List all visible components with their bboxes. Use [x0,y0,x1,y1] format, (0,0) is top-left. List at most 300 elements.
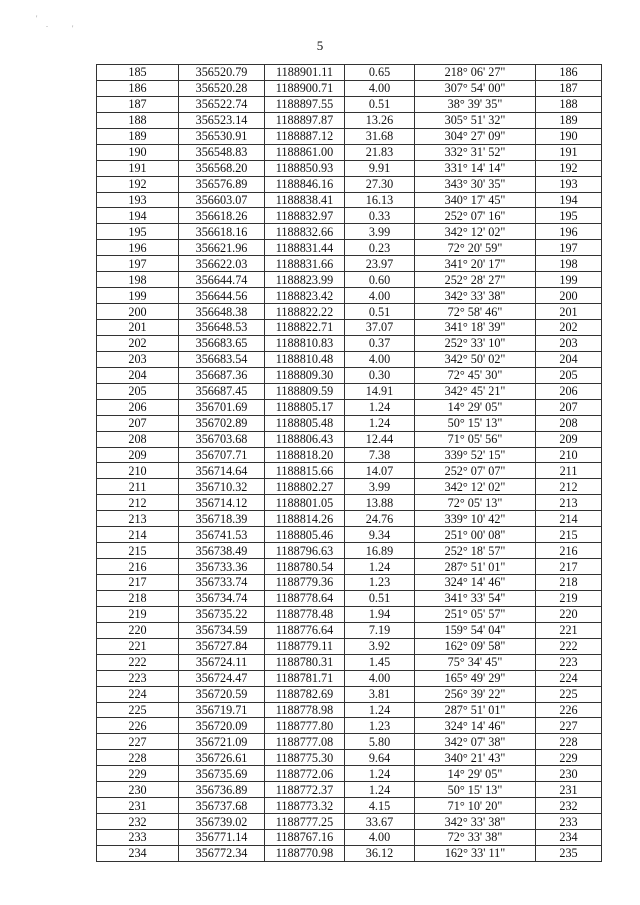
bearing-cell: 339° 52' 15" [415,447,536,463]
y-coordinate-cell: 1188809.59 [265,383,345,399]
y-coordinate-cell: 1188775.30 [265,750,345,766]
point-from-cell: 199 [97,288,179,304]
y-coordinate-cell: 1188779.11 [265,638,345,654]
point-to-cell: 201 [536,304,602,320]
distance-cell: 7.38 [345,447,415,463]
distance-cell: 37.07 [345,320,415,336]
x-coordinate-cell: 356522.74 [179,96,265,112]
bearing-cell: 50° 15' 13" [415,415,536,431]
point-from-cell: 194 [97,208,179,224]
bearing-cell: 251° 05' 57" [415,606,536,622]
x-coordinate-cell: 356771.14 [179,830,265,846]
bearing-cell: 340° 17' 45" [415,192,536,208]
table-row [97,320,602,336]
x-coordinate-cell: 356618.16 [179,224,265,240]
table-row [97,272,602,288]
table-row [97,208,602,224]
point-to-cell: 209 [536,431,602,447]
distance-cell: 9.34 [345,527,415,543]
point-to-cell: 191 [536,144,602,160]
x-coordinate-cell: 356687.36 [179,367,265,383]
bearing-cell: 72° 05' 13" [415,495,536,511]
table-row [97,144,602,160]
point-from-cell: 233 [97,830,179,846]
point-from-cell: 193 [97,192,179,208]
y-coordinate-cell: 1188805.17 [265,399,345,415]
point-from-cell: 232 [97,814,179,830]
y-coordinate-cell: 1188781.71 [265,670,345,686]
y-coordinate-cell: 1188901.11 [265,65,345,81]
point-from-cell: 205 [97,383,179,399]
distance-cell: 33.67 [345,814,415,830]
table-row [97,80,602,96]
table-row [97,845,602,861]
distance-cell: 1.24 [345,782,415,798]
table-row [97,638,602,654]
point-from-cell: 215 [97,543,179,559]
x-coordinate-cell: 356687.45 [179,383,265,399]
x-coordinate-cell: 356724.47 [179,670,265,686]
table-row [97,399,602,415]
table-row [97,224,602,240]
bearing-cell: 304° 27' 09" [415,128,536,144]
y-coordinate-cell: 1188810.83 [265,335,345,351]
x-coordinate-cell: 356523.14 [179,112,265,128]
point-from-cell: 234 [97,845,179,861]
distance-cell: 36.12 [345,845,415,861]
point-from-cell: 212 [97,495,179,511]
point-from-cell: 190 [97,144,179,160]
table-row [97,65,602,81]
x-coordinate-cell: 356739.02 [179,814,265,830]
x-coordinate-cell: 356648.38 [179,304,265,320]
table-row [97,590,602,606]
point-from-cell: 196 [97,240,179,256]
distance-cell: 4.00 [345,351,415,367]
bearing-cell: 218° 06' 27" [415,65,536,81]
x-coordinate-cell: 356683.54 [179,351,265,367]
point-from-cell: 217 [97,575,179,591]
x-coordinate-cell: 356648.53 [179,320,265,336]
bearing-cell: 305° 51' 32" [415,112,536,128]
point-from-cell: 197 [97,256,179,272]
y-coordinate-cell: 1188778.48 [265,606,345,622]
distance-cell: 0.23 [345,240,415,256]
point-to-cell: 205 [536,367,602,383]
distance-cell: 14.91 [345,383,415,399]
bearing-cell: 287° 51' 01" [415,702,536,718]
point-from-cell: 221 [97,638,179,654]
x-coordinate-cell: 356720.09 [179,718,265,734]
table-row [97,463,602,479]
distance-cell: 4.00 [345,670,415,686]
point-from-cell: 218 [97,590,179,606]
point-to-cell: 226 [536,702,602,718]
table-row [97,686,602,702]
distance-cell: 0.30 [345,367,415,383]
distance-cell: 21.83 [345,144,415,160]
y-coordinate-cell: 1188780.31 [265,654,345,670]
point-to-cell: 204 [536,351,602,367]
point-to-cell: 220 [536,606,602,622]
point-from-cell: 219 [97,606,179,622]
point-to-cell: 224 [536,670,602,686]
table-row [97,606,602,622]
point-from-cell: 210 [97,463,179,479]
bearing-cell: 75° 34' 45" [415,654,536,670]
distance-cell: 0.51 [345,96,415,112]
point-to-cell: 187 [536,80,602,96]
y-coordinate-cell: 1188802.27 [265,479,345,495]
bearing-cell: 342° 12' 02" [415,479,536,495]
point-from-cell: 186 [97,80,179,96]
point-to-cell: 210 [536,447,602,463]
point-to-cell: 188 [536,96,602,112]
x-coordinate-cell: 356726.61 [179,750,265,766]
point-from-cell: 229 [97,766,179,782]
point-to-cell: 235 [536,845,602,861]
bearing-cell: 341° 20' 17" [415,256,536,272]
x-coordinate-cell: 356718.39 [179,511,265,527]
x-coordinate-cell: 356520.79 [179,65,265,81]
distance-cell: 1.24 [345,415,415,431]
point-to-cell: 186 [536,65,602,81]
x-coordinate-cell: 356618.26 [179,208,265,224]
distance-cell: 1.45 [345,654,415,670]
distance-cell: 16.13 [345,192,415,208]
y-coordinate-cell: 1188815.66 [265,463,345,479]
table-row [97,670,602,686]
y-coordinate-cell: 1188838.41 [265,192,345,208]
point-from-cell: 228 [97,750,179,766]
point-to-cell: 231 [536,782,602,798]
table-row [97,718,602,734]
table-row [97,814,602,830]
table-row [97,447,602,463]
x-coordinate-cell: 356735.69 [179,766,265,782]
distance-cell: 3.92 [345,638,415,654]
point-to-cell: 196 [536,224,602,240]
y-coordinate-cell: 1188777.08 [265,734,345,750]
y-coordinate-cell: 1188801.05 [265,495,345,511]
distance-cell: 3.99 [345,224,415,240]
x-coordinate-cell: 356736.89 [179,782,265,798]
y-coordinate-cell: 1188897.55 [265,96,345,112]
bearing-cell: 252° 33' 10" [415,335,536,351]
x-coordinate-cell: 356721.09 [179,734,265,750]
point-from-cell: 209 [97,447,179,463]
x-coordinate-cell: 356621.96 [179,240,265,256]
table-row [97,96,602,112]
bearing-cell: 252° 18' 57" [415,543,536,559]
point-to-cell: 234 [536,830,602,846]
distance-cell: 4.00 [345,288,415,304]
bearing-cell: 342° 50' 02" [415,351,536,367]
point-from-cell: 226 [97,718,179,734]
bearing-cell: 331° 14' 14" [415,160,536,176]
x-coordinate-cell: 356714.12 [179,495,265,511]
x-coordinate-cell: 356735.22 [179,606,265,622]
point-from-cell: 216 [97,559,179,575]
x-coordinate-cell: 356710.32 [179,479,265,495]
distance-cell: 14.07 [345,463,415,479]
point-from-cell: 187 [97,96,179,112]
point-to-cell: 221 [536,622,602,638]
distance-cell: 13.26 [345,112,415,128]
point-to-cell: 190 [536,128,602,144]
distance-cell: 9.64 [345,750,415,766]
table-row [97,176,602,192]
x-coordinate-cell: 356734.59 [179,622,265,638]
bearing-cell: 324° 14' 46" [415,718,536,734]
y-coordinate-cell: 1188823.99 [265,272,345,288]
stray-mark: ' [72,24,74,33]
table-row [97,479,602,495]
distance-cell: 23.97 [345,256,415,272]
point-to-cell: 233 [536,814,602,830]
x-coordinate-cell: 356741.53 [179,527,265,543]
point-from-cell: 185 [97,65,179,81]
point-from-cell: 220 [97,622,179,638]
bearing-cell: 341° 18' 39" [415,320,536,336]
bearing-cell: 159° 54' 04" [415,622,536,638]
bearing-cell: 324° 14' 46" [415,575,536,591]
point-to-cell: 197 [536,240,602,256]
point-to-cell: 215 [536,527,602,543]
y-coordinate-cell: 1188772.06 [265,766,345,782]
y-coordinate-cell: 1188770.98 [265,845,345,861]
bearing-cell: 332° 31' 52" [415,144,536,160]
y-coordinate-cell: 1188776.64 [265,622,345,638]
x-coordinate-cell: 356603.07 [179,192,265,208]
point-to-cell: 230 [536,766,602,782]
point-from-cell: 222 [97,654,179,670]
table-row [97,575,602,591]
bearing-cell: 251° 00' 08" [415,527,536,543]
y-coordinate-cell: 1188900.71 [265,80,345,96]
x-coordinate-cell: 356733.74 [179,575,265,591]
point-to-cell: 219 [536,590,602,606]
distance-cell: 3.99 [345,479,415,495]
y-coordinate-cell: 1188805.48 [265,415,345,431]
distance-cell: 27.30 [345,176,415,192]
point-to-cell: 203 [536,335,602,351]
bearing-cell: 162° 09' 58" [415,638,536,654]
y-coordinate-cell: 1188832.97 [265,208,345,224]
point-from-cell: 189 [97,128,179,144]
table-row [97,622,602,638]
point-to-cell: 228 [536,734,602,750]
point-from-cell: 231 [97,798,179,814]
y-coordinate-cell: 1188778.64 [265,590,345,606]
x-coordinate-cell: 356683.65 [179,335,265,351]
bearing-cell: 287° 51' 01" [415,559,536,575]
coordinates-table-body [97,65,602,862]
y-coordinate-cell: 1188805.46 [265,527,345,543]
y-coordinate-cell: 1188831.66 [265,256,345,272]
point-from-cell: 224 [97,686,179,702]
stray-mark: . [46,20,48,29]
point-from-cell: 191 [97,160,179,176]
point-to-cell: 193 [536,176,602,192]
x-coordinate-cell: 356714.64 [179,463,265,479]
bearing-cell: 72° 58' 46" [415,304,536,320]
bearing-cell: 71° 05' 56" [415,431,536,447]
point-to-cell: 212 [536,479,602,495]
distance-cell: 0.37 [345,335,415,351]
y-coordinate-cell: 1188809.30 [265,367,345,383]
bearing-cell: 342° 33' 38" [415,288,536,304]
bearing-cell: 342° 45' 21" [415,383,536,399]
point-from-cell: 192 [97,176,179,192]
distance-cell: 5.80 [345,734,415,750]
point-to-cell: 192 [536,160,602,176]
distance-cell: 3.81 [345,686,415,702]
table-row [97,798,602,814]
table-row [97,431,602,447]
bearing-cell: 252° 28' 27" [415,272,536,288]
table-row [97,559,602,575]
y-coordinate-cell: 1188822.22 [265,304,345,320]
table-row [97,782,602,798]
y-coordinate-cell: 1188773.32 [265,798,345,814]
distance-cell: 1.24 [345,399,415,415]
table-row [97,288,602,304]
y-coordinate-cell: 1188778.98 [265,702,345,718]
point-from-cell: 223 [97,670,179,686]
y-coordinate-cell: 1188779.36 [265,575,345,591]
point-to-cell: 223 [536,654,602,670]
y-coordinate-cell: 1188846.16 [265,176,345,192]
distance-cell: 0.51 [345,590,415,606]
point-from-cell: 208 [97,431,179,447]
bearing-cell: 341° 33' 54" [415,590,536,606]
point-to-cell: 211 [536,463,602,479]
distance-cell: 13.88 [345,495,415,511]
distance-cell: 1.24 [345,702,415,718]
bearing-cell: 343° 30' 35" [415,176,536,192]
stray-mark: ' [36,14,38,23]
point-to-cell: 218 [536,575,602,591]
y-coordinate-cell: 1188796.63 [265,543,345,559]
bearing-cell: 307° 54' 00" [415,80,536,96]
point-from-cell: 213 [97,511,179,527]
x-coordinate-cell: 356530.91 [179,128,265,144]
table-row [97,192,602,208]
distance-cell: 9.91 [345,160,415,176]
distance-cell: 4.00 [345,80,415,96]
table-row [97,304,602,320]
table-row [97,527,602,543]
bearing-cell: 165° 49' 29" [415,670,536,686]
point-from-cell: 225 [97,702,179,718]
x-coordinate-cell: 356644.74 [179,272,265,288]
y-coordinate-cell: 1188897.87 [265,112,345,128]
bearing-cell: 14° 29' 05" [415,399,536,415]
distance-cell: 24.76 [345,511,415,527]
distance-cell: 1.23 [345,575,415,591]
table-row [97,543,602,559]
point-from-cell: 200 [97,304,179,320]
y-coordinate-cell: 1188767.16 [265,830,345,846]
point-from-cell: 230 [97,782,179,798]
bearing-cell: 72° 45' 30" [415,367,536,383]
point-to-cell: 200 [536,288,602,304]
table-row [97,654,602,670]
distance-cell: 16.89 [345,543,415,559]
point-to-cell: 195 [536,208,602,224]
y-coordinate-cell: 1188806.43 [265,431,345,447]
bearing-cell: 342° 07' 38" [415,734,536,750]
y-coordinate-cell: 1188780.54 [265,559,345,575]
y-coordinate-cell: 1188850.93 [265,160,345,176]
table-row [97,112,602,128]
table-row [97,511,602,527]
x-coordinate-cell: 356737.68 [179,798,265,814]
x-coordinate-cell: 356703.68 [179,431,265,447]
y-coordinate-cell: 1188814.26 [265,511,345,527]
table-row [97,367,602,383]
x-coordinate-cell: 356734.74 [179,590,265,606]
table-row [97,160,602,176]
bearing-cell: 72° 33' 38" [415,830,536,846]
x-coordinate-cell: 356727.84 [179,638,265,654]
bearing-cell: 38° 39' 35" [415,96,536,112]
point-from-cell: 214 [97,527,179,543]
distance-cell: 7.19 [345,622,415,638]
distance-cell: 1.94 [345,606,415,622]
table-row [97,128,602,144]
distance-cell: 12.44 [345,431,415,447]
point-from-cell: 198 [97,272,179,288]
distance-cell: 31.68 [345,128,415,144]
table-row [97,256,602,272]
distance-cell: 0.65 [345,65,415,81]
y-coordinate-cell: 1188861.00 [265,144,345,160]
table-row [97,750,602,766]
table-row [97,766,602,782]
point-to-cell: 202 [536,320,602,336]
point-to-cell: 214 [536,511,602,527]
y-coordinate-cell: 1188777.80 [265,718,345,734]
bearing-cell: 50° 15' 13" [415,782,536,798]
bearing-cell: 256° 39' 22" [415,686,536,702]
point-from-cell: 211 [97,479,179,495]
bearing-cell: 72° 20' 59" [415,240,536,256]
bearing-cell: 339° 10' 42" [415,511,536,527]
point-from-cell: 195 [97,224,179,240]
point-from-cell: 203 [97,351,179,367]
table-row [97,495,602,511]
bearing-cell: 252° 07' 07" [415,463,536,479]
table-row [97,335,602,351]
table-row [97,702,602,718]
point-to-cell: 199 [536,272,602,288]
y-coordinate-cell: 1188822.71 [265,320,345,336]
y-coordinate-cell: 1188772.37 [265,782,345,798]
point-to-cell: 229 [536,750,602,766]
x-coordinate-cell: 356644.56 [179,288,265,304]
x-coordinate-cell: 356622.03 [179,256,265,272]
bearing-cell: 340° 21' 43" [415,750,536,766]
point-to-cell: 213 [536,495,602,511]
table-row [97,734,602,750]
y-coordinate-cell: 1188782.69 [265,686,345,702]
point-to-cell: 206 [536,383,602,399]
point-from-cell: 201 [97,320,179,336]
bearing-cell: 342° 12' 02" [415,224,536,240]
point-to-cell: 216 [536,543,602,559]
